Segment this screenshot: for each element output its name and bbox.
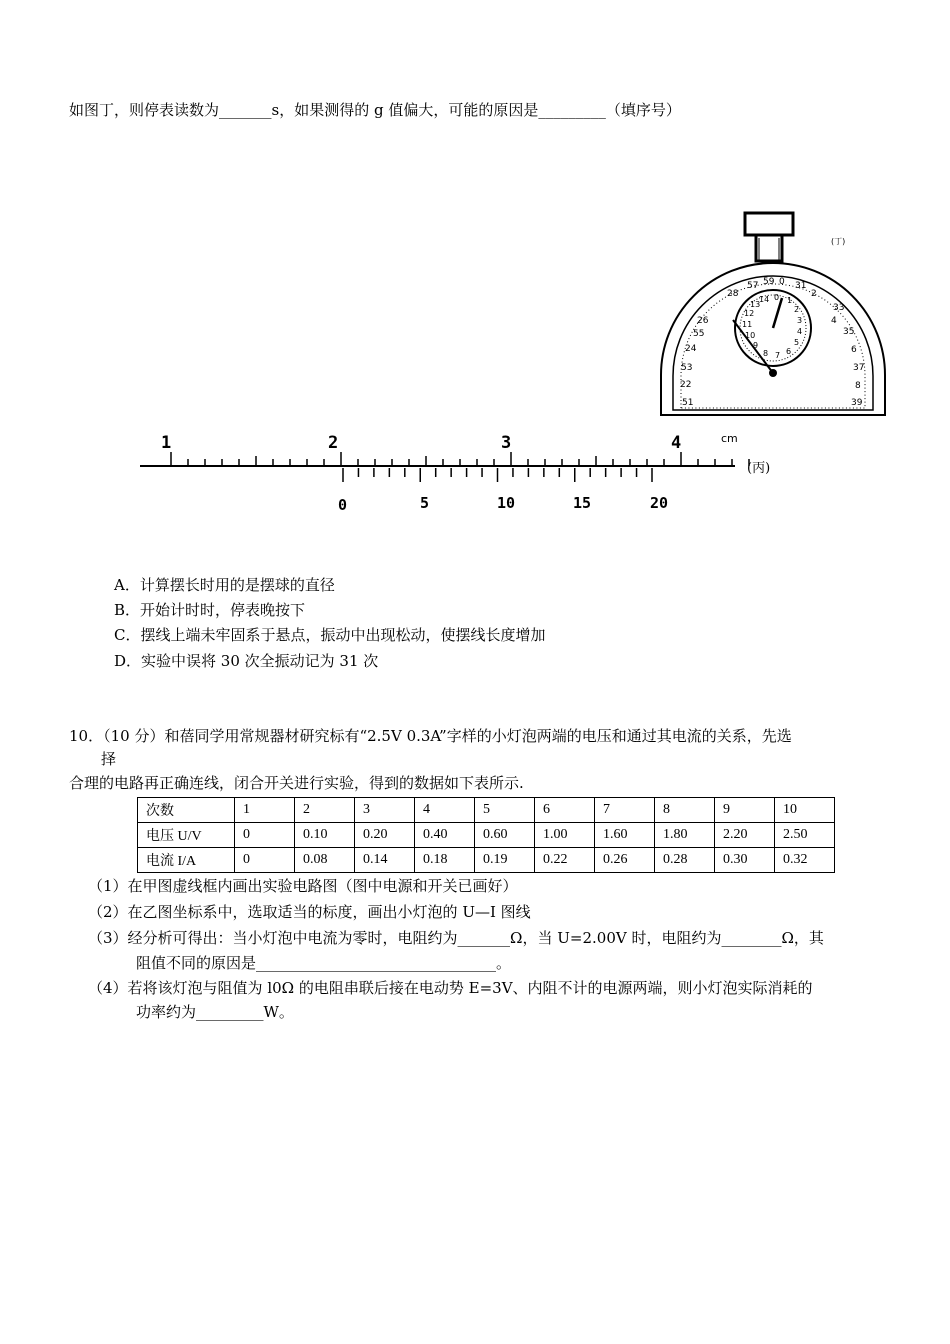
svg-text:5: 5 [420, 494, 430, 512]
svg-text:4: 4 [797, 327, 803, 336]
table-cell: 电流 I/A [138, 848, 235, 873]
main-scale-label: 1 [161, 433, 172, 453]
table-cell: 9 [715, 798, 775, 823]
table-cell: 0.26 [595, 848, 655, 873]
table-cell: 1.80 [655, 823, 715, 848]
table-cell: 1 [235, 798, 295, 823]
svg-text:39: 39 [851, 398, 863, 408]
table-cell: 0.19 [475, 848, 535, 873]
table-cell: 次数 [138, 798, 235, 823]
table-cell: 0 [235, 823, 295, 848]
table-row [138, 848, 835, 873]
table-cell: 5 [475, 798, 535, 823]
table-cell: 0.60 [475, 823, 535, 848]
svg-text:6: 6 [851, 345, 857, 355]
table-cell: 0.20 [355, 823, 415, 848]
svg-text:3: 3 [501, 433, 512, 453]
svg-text:0: 0 [779, 277, 785, 287]
svg-text:20: 20 [650, 494, 669, 512]
table-cell: 0.30 [715, 848, 775, 873]
svg-text:2: 2 [794, 305, 800, 314]
svg-text:11: 11 [742, 320, 753, 329]
table-cell: 6 [535, 798, 595, 823]
svg-text:3: 3 [797, 316, 803, 325]
svg-text:2: 2 [811, 289, 817, 299]
svg-text:35: 35 [843, 327, 855, 337]
table-cell: 10 [775, 798, 835, 823]
table-cell: 1.00 [535, 823, 595, 848]
unit-label: cm [721, 432, 738, 445]
option-c: C．摆线上端未牢固系于悬点，振动中出现松动，使摆线长度增加 [114, 626, 546, 644]
svg-text:5: 5 [794, 338, 800, 347]
question-10-stem-wrap: 择 [101, 750, 117, 768]
sub-question-3: （3）经分析可得出：当小灯泡中电流为零时，电阻约为_______Ω，当 U=2.00V 时，电阻约为________Ω，其 [88, 929, 824, 947]
table-cell: 0.40 [415, 823, 475, 848]
sub-question-4-wrap: 功率约为_________W。 [136, 1003, 294, 1021]
svg-text:13: 13 [750, 300, 761, 309]
option-a: A．计算摆长时用的是摆球的直径 [114, 576, 335, 594]
svg-text:22: 22 [680, 380, 692, 390]
table-cell: 0.22 [535, 848, 595, 873]
stopwatch-crown [745, 213, 793, 235]
data-table [137, 797, 835, 873]
sub-question-4: （4）若将该灯泡与阻值为 l0Ω 的电阻串联后接在电动势 E=3V、内阻不计的电源两端，则小灯泡实际消耗的 [88, 979, 813, 997]
table-cell: 0.10 [295, 823, 355, 848]
sub-question-3-wrap: 阻值不同的原因是________________________________。 [136, 954, 512, 972]
svg-text:1: 1 [787, 296, 793, 305]
svg-text:6: 6 [786, 347, 792, 356]
svg-text:9: 9 [753, 341, 759, 350]
svg-text:14: 14 [759, 295, 770, 304]
stopwatch-label: (丁) [831, 237, 846, 246]
option-b: B．开始计时时，停表晚按下 [114, 601, 306, 619]
stopwatch-figure [655, 210, 895, 425]
table-cell: 3 [355, 798, 415, 823]
svg-text:28: 28 [727, 289, 739, 299]
svg-text:12: 12 [744, 309, 755, 318]
svg-text:7: 7 [775, 351, 781, 360]
svg-text:33: 33 [833, 303, 845, 313]
svg-text:4: 4 [671, 433, 682, 453]
question-9-continuation: 如图丁，则停表读数为_______s，如果测得的 g 值偏大，可能的原因是_________（填序号） [69, 101, 681, 119]
svg-text:10: 10 [497, 494, 516, 512]
table-cell: 2.20 [715, 823, 775, 848]
table-cell: 2.50 [775, 823, 835, 848]
svg-text:4: 4 [831, 316, 837, 326]
table-cell: 电压 U/V [138, 823, 235, 848]
svg-text:10: 10 [745, 331, 756, 340]
svg-text:37: 37 [853, 363, 865, 373]
svg-text:8: 8 [763, 349, 769, 358]
vernier-caliper-figure [135, 428, 795, 518]
table-cell: 7 [595, 798, 655, 823]
question-10-stem: 10．（10 分）和蓓同学用常规器材研究标有“2.5V 0.3A”字样的小灯泡两端的电压和通过其电流的关系，先选 [69, 727, 792, 745]
svg-text:55: 55 [693, 329, 705, 339]
svg-text:2: 2 [328, 433, 339, 453]
svg-text:15: 15 [573, 494, 592, 512]
table-cell: 1.60 [595, 823, 655, 848]
table-cell: 2 [295, 798, 355, 823]
svg-text:31: 31 [795, 281, 807, 291]
svg-text:59: 59 [763, 277, 775, 287]
table-cell: 0.08 [295, 848, 355, 873]
table-cell: 4 [415, 798, 475, 823]
table-cell: 0.32 [775, 848, 835, 873]
svg-text:24: 24 [685, 344, 697, 354]
table-cell: 0.18 [415, 848, 475, 873]
table-cell: 0.28 [655, 848, 715, 873]
vernier-label: 0 [338, 496, 348, 514]
question-10-stem-2: 合理的电路再正确连线，闭合开关进行实验，得到的数据如下表所示. [69, 774, 524, 792]
dial-label: 26 [697, 316, 709, 326]
table-cell: 0 [235, 848, 295, 873]
table-row [138, 798, 835, 823]
sub-question-1: （1）在甲图虚线框内画出实验电路图（图中电源和开关已画好） [88, 877, 518, 895]
svg-text:8: 8 [855, 381, 861, 391]
svg-text:0: 0 [774, 293, 780, 302]
caliper-label: (丙) [747, 461, 771, 476]
svg-text:53: 53 [681, 363, 693, 373]
svg-text:51: 51 [682, 398, 694, 408]
option-d: D．实验中误将 30 次全振动记为 31 次 [114, 652, 379, 670]
table-cell: 0.14 [355, 848, 415, 873]
svg-text:57: 57 [747, 281, 759, 291]
table-cell: 8 [655, 798, 715, 823]
table-row [138, 823, 835, 848]
sub-question-2: （2）在乙图坐标系中，选取适当的标度，画出小灯泡的 U—I 图线 [88, 903, 531, 921]
